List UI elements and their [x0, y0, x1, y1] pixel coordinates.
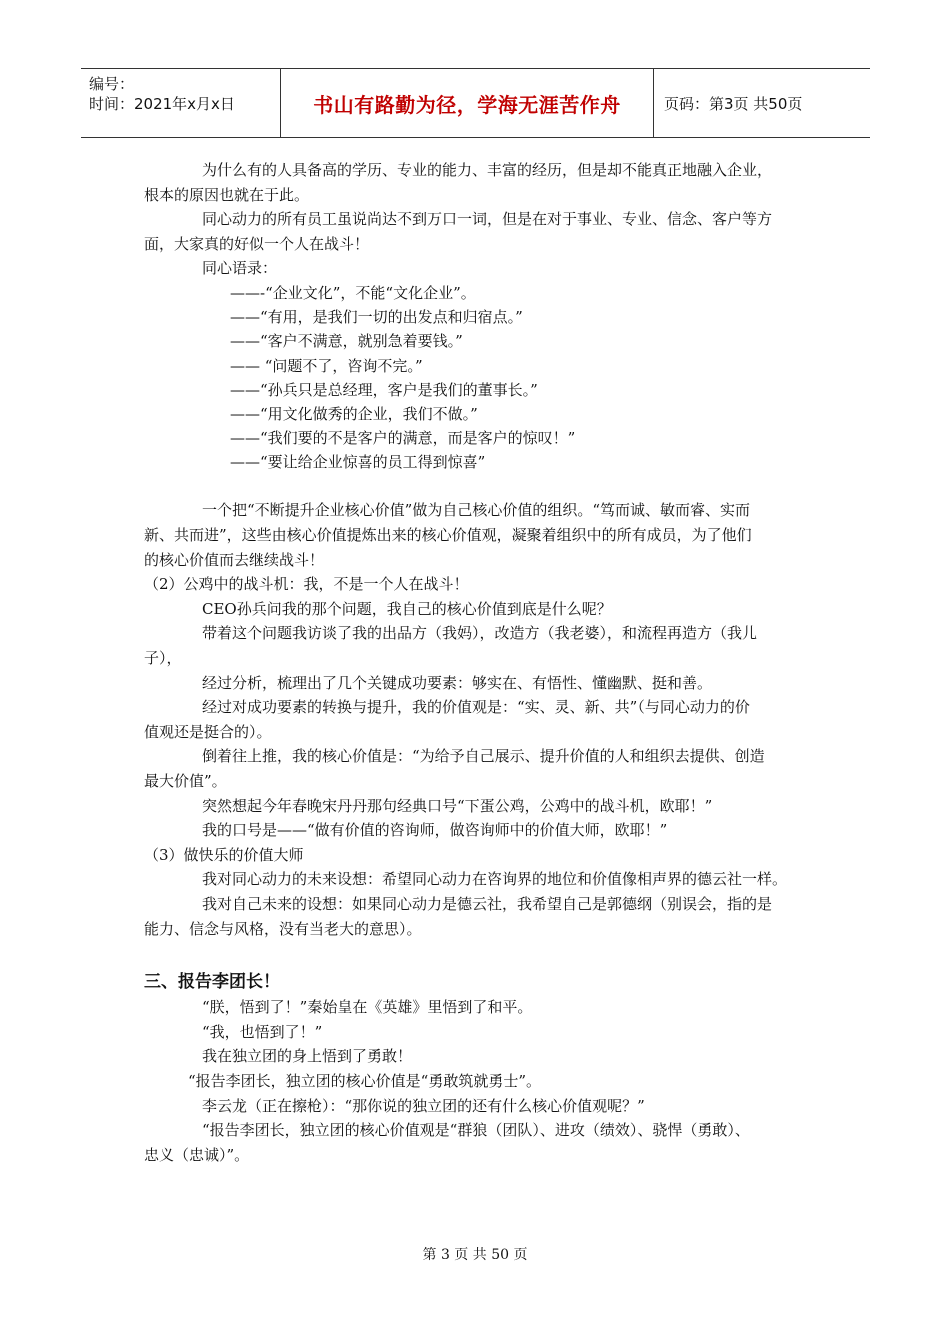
page-footer: 第 3 页 共 50 页 — [422, 1247, 528, 1263]
paragraph-line: 我对自己未来的设想：如果同心动力是德云社，我希望自己是郭德纲（别误会，指的是 — [202, 894, 773, 913]
header-motto: 书山有路勤为径，学海无涯苦作舟 — [281, 69, 654, 137]
page-header — [81, 68, 870, 138]
paragraph-line: 带着这个问题我访谈了我的出品方（我妈），改造方（我老婆），和流程再造方（我儿 — [202, 624, 758, 643]
quote-item: ——“要让给企业惊喜的员工得到惊喜” — [230, 453, 486, 472]
paragraph-line: “报告李团长，独立团的核心价值是“勇敢筑就勇士”。 — [188, 1071, 542, 1090]
paragraph-line: 我对同心动力的未来设想：希望同心动力在咨询界的地位和价值像相声界的德云社一样。 — [202, 870, 788, 889]
quote-item: ——“我们要的不是客户的满意，而是客户的惊叹！” — [230, 429, 576, 448]
paragraph-line: 的核心价值而去继续战斗！ — [144, 550, 325, 569]
paragraph-line: 最大价值”。 — [144, 772, 227, 790]
header-page-info: 页码：第3页 共50页 — [664, 94, 803, 113]
paragraph-line: 我在独立团的身上悟到了勇敢！ — [202, 1047, 413, 1066]
paragraph-line: 为什么有的人具备高的学历、专业的能力、丰富的经历，但是却不能真正地融入企业， — [202, 161, 773, 179]
paragraph-line: 突然想起今年春晚宋丹丹那句经典口号“下蛋公鸡，公鸡中的战斗机，欧耶！” — [202, 796, 713, 815]
paragraph-line: 子）， — [144, 649, 182, 668]
paragraph-line: 一个把“不断提升企业核心价值”做为自己核心价值的组织。“笃而诚、敏而睿、实而 — [202, 501, 751, 520]
paragraph-line: 值观还是挺合的）。 — [144, 722, 272, 741]
paragraph-line: 经过对成功要素的转换与提升，我的价值观是：“实、灵、新、共”（与同心动力的价 — [202, 698, 750, 717]
chapter-heading: 三、报告李团长！ — [144, 972, 280, 993]
document-body — [144, 158, 812, 1167]
quote-item: ——“孙兵只是总经理，客户是我们的董事长。” — [230, 380, 538, 399]
paragraph-line: 倒着往上推，我的核心价值是：“为给予自己展示、提升价值的人和组织去提供、创造 — [202, 747, 765, 766]
paragraph-line: 经过分析，梳理出了几个关键成功要素：够实在、有悟性、懂幽默、挺和善。 — [202, 673, 713, 692]
paragraph-line: “朕，悟到了！”秦始皇在《英雄》里悟到了和平。 — [202, 998, 533, 1017]
paragraph-line: “我，也悟到了！” — [202, 1022, 323, 1041]
quote-item: ——“有用，是我们一切的出发点和归宿点。” — [230, 308, 523, 327]
document-number-label: 编号： — [89, 75, 135, 93]
quote-item: ——“客户不满意，就别急着要钱。” — [230, 332, 463, 351]
paragraph-line: 能力、信念与风格，没有当老大的意思）。 — [144, 919, 422, 938]
paragraph-line: 面，大家真的好似一个人在战斗！ — [144, 234, 370, 253]
paragraph-line: CEO孙兵问我的那个问题，我自己的核心价值到底是什么呢？ — [202, 599, 612, 618]
paragraph-line: “报告李团长，独立团的核心价值观是“群狼（团队）、进攻（绩效）、骁悍（勇敢）、 — [202, 1121, 750, 1140]
paragraph-line: 新、共而进”，这些由核心价值提炼出来的核心价值观，凝聚着组织中的所有成员，为了他们 — [144, 526, 752, 545]
quote-item: —— “问题不了，咨询不完。” — [230, 356, 423, 375]
quote-item: ——-“企业文化”，不能“文化企业”。 — [230, 283, 476, 302]
section-title: （2）公鸡中的战斗机：我，不是一个人在战斗！ — [144, 575, 469, 594]
paragraph-line: 我的口号是——“做有价值的咨询师，做咨询师中的价值大师，欧耶！” — [202, 821, 668, 840]
paragraph-line: 忠义（忠诚）”。 — [144, 1145, 250, 1164]
quotes-title: 同心语录： — [202, 259, 278, 278]
document-date: 时间：2021年x月x日 — [89, 95, 235, 113]
blank-line — [144, 474, 812, 498]
header-meta — [81, 69, 281, 137]
paragraph-line: 同心动力的所有员工虽说尚达不到万口一词，但是在对于事业、专业、信念、客户等方 — [202, 210, 773, 229]
paragraph-line: 李云龙（正在擦枪）：“那你说的独立团的还有什么核心价值观呢？” — [202, 1096, 645, 1115]
quote-item: ——“用文化做秀的企业，我们不做。” — [230, 404, 478, 423]
paragraph-line: 根本的原因也就在于此。 — [144, 185, 310, 204]
section-title: （3）做快乐的价值大师 — [144, 845, 304, 864]
